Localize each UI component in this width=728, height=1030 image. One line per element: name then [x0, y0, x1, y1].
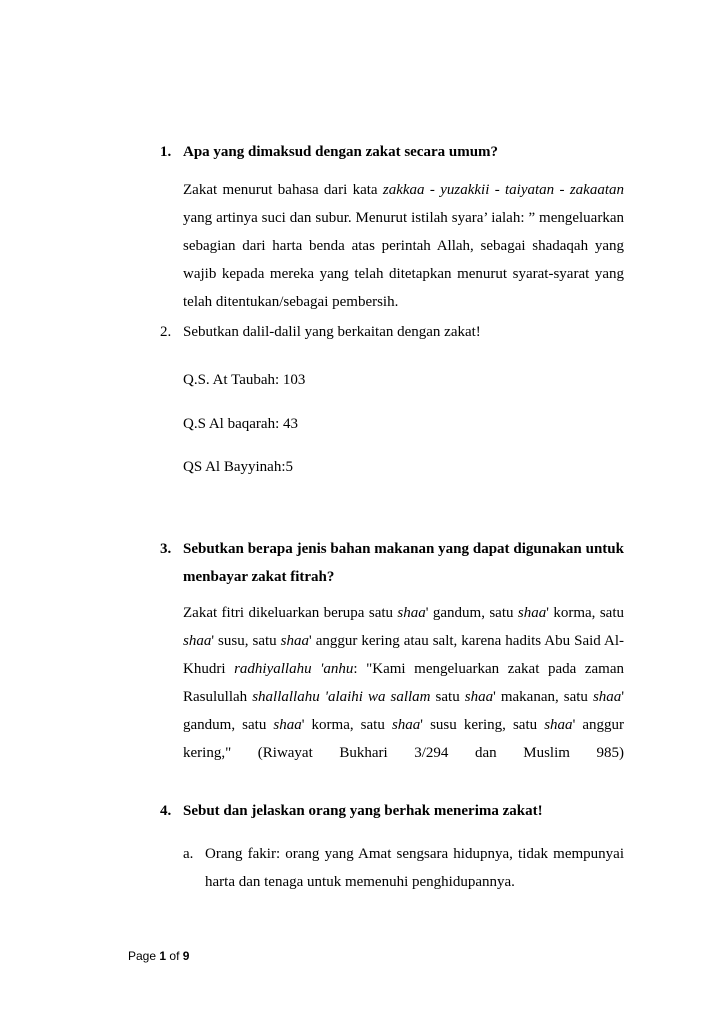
question-1-number: 1.: [160, 144, 172, 160]
page-footer: [128, 948, 189, 964]
footer-page-num: 1: [159, 949, 167, 963]
answer-3-italic: shallallahu 'alaihi wa sallam: [252, 689, 431, 705]
answer-3-italic: shaa: [280, 633, 310, 649]
footer-page-word: Page: [128, 949, 157, 963]
answer-3-italic: shaa: [592, 689, 622, 705]
footer-of-word: of: [169, 949, 180, 963]
question-4-text: Sebut dan jelaskan orang yang berhak menerima zakat!: [183, 803, 543, 819]
question-4-number: 4.: [160, 803, 172, 819]
ref-item: QS Al Bayyinah:5: [183, 459, 294, 475]
answer-3-italic: shaa: [391, 717, 421, 733]
footer-total: 9: [182, 949, 190, 963]
answer-3-text: ' gandum, satu: [183, 689, 625, 733]
answer-3-text: satu: [430, 689, 465, 705]
answer-3-italic: shaa: [517, 605, 547, 621]
answer-3-text: ' susu kering, satu: [420, 717, 545, 733]
answer-3-paragraph: [183, 599, 624, 767]
question-3-number: 3.: [160, 541, 172, 557]
answer-3-italic: shaa: [273, 717, 302, 733]
answer-3-italic: shaa: [397, 605, 426, 621]
sub-item-text: Orang fakir: orang yang Amat sengsara hidupnya, tidak mempunyai harta dan tenaga untuk memenuhi penghidupannya.: [205, 846, 624, 890]
ref-item: Q.S. At Taubah: 103: [183, 372, 306, 388]
answer-3-text: ' susu, satu: [211, 633, 281, 649]
answer-3-text: ' korma, satu: [546, 605, 624, 621]
answer-3-italic: shaa: [464, 689, 494, 705]
answer-1-part: Zakat menurut bahasa dari kata: [183, 182, 383, 198]
answer-3-text: ' gandum, satu: [425, 605, 518, 621]
answer-3-text: ' anggur kering," (Riwayat Bukhari 3/294 dan Muslim 985): [183, 717, 624, 761]
answer-1-italic: zakkaa - yuzakkii - taiyatan - zakaatan: [382, 182, 624, 198]
answer-3-text: Zakat fitri dikeluarkan berupa satu: [183, 605, 398, 621]
question-3-text: Sebutkan berapa jenis bahan makanan yang dapat digunakan untuk menbayar zakat fitrah?: [183, 541, 624, 585]
answer-1-rest: yang artinya suci dan subur. Menurut istilah syara’ ialah: ” mengeluarkan sebagian dari harta benda atas perintah Allah, sebagai shadaqah yang wajib kepada mereka yang telah ditetapkan menurut syarat-syarat yang telah ditentukan/sebagai pembersih.: [183, 210, 624, 310]
answer-3-italic: radhiyallahu 'anhu: [234, 661, 354, 677]
answer-3-italic: shaa: [183, 633, 212, 649]
answer-3-text: ' anggur kering atau salt, karena hadits Abu Said Al-Khudri: [183, 633, 624, 677]
answer-3-text: ' korma, satu: [301, 717, 392, 733]
ref-item: Q.S Al baqarah: 43: [183, 416, 298, 432]
question-2-number: 2.: [160, 324, 172, 340]
answer-3-text: ' makanan, satu: [493, 689, 593, 705]
question-1-text: Apa yang dimaksud dengan zakat secara umum?: [183, 144, 499, 160]
answer-3-italic: shaa: [544, 717, 573, 733]
question-2-text: Sebutkan dalil-dalil yang berkaitan dengan zakat!: [183, 324, 481, 340]
answer-3-text: : "Kami mengeluarkan zakat pada zaman Rasulullah: [183, 661, 624, 705]
sub-item-letter: a.: [183, 846, 194, 862]
answer-1-paragraph: [183, 176, 624, 316]
